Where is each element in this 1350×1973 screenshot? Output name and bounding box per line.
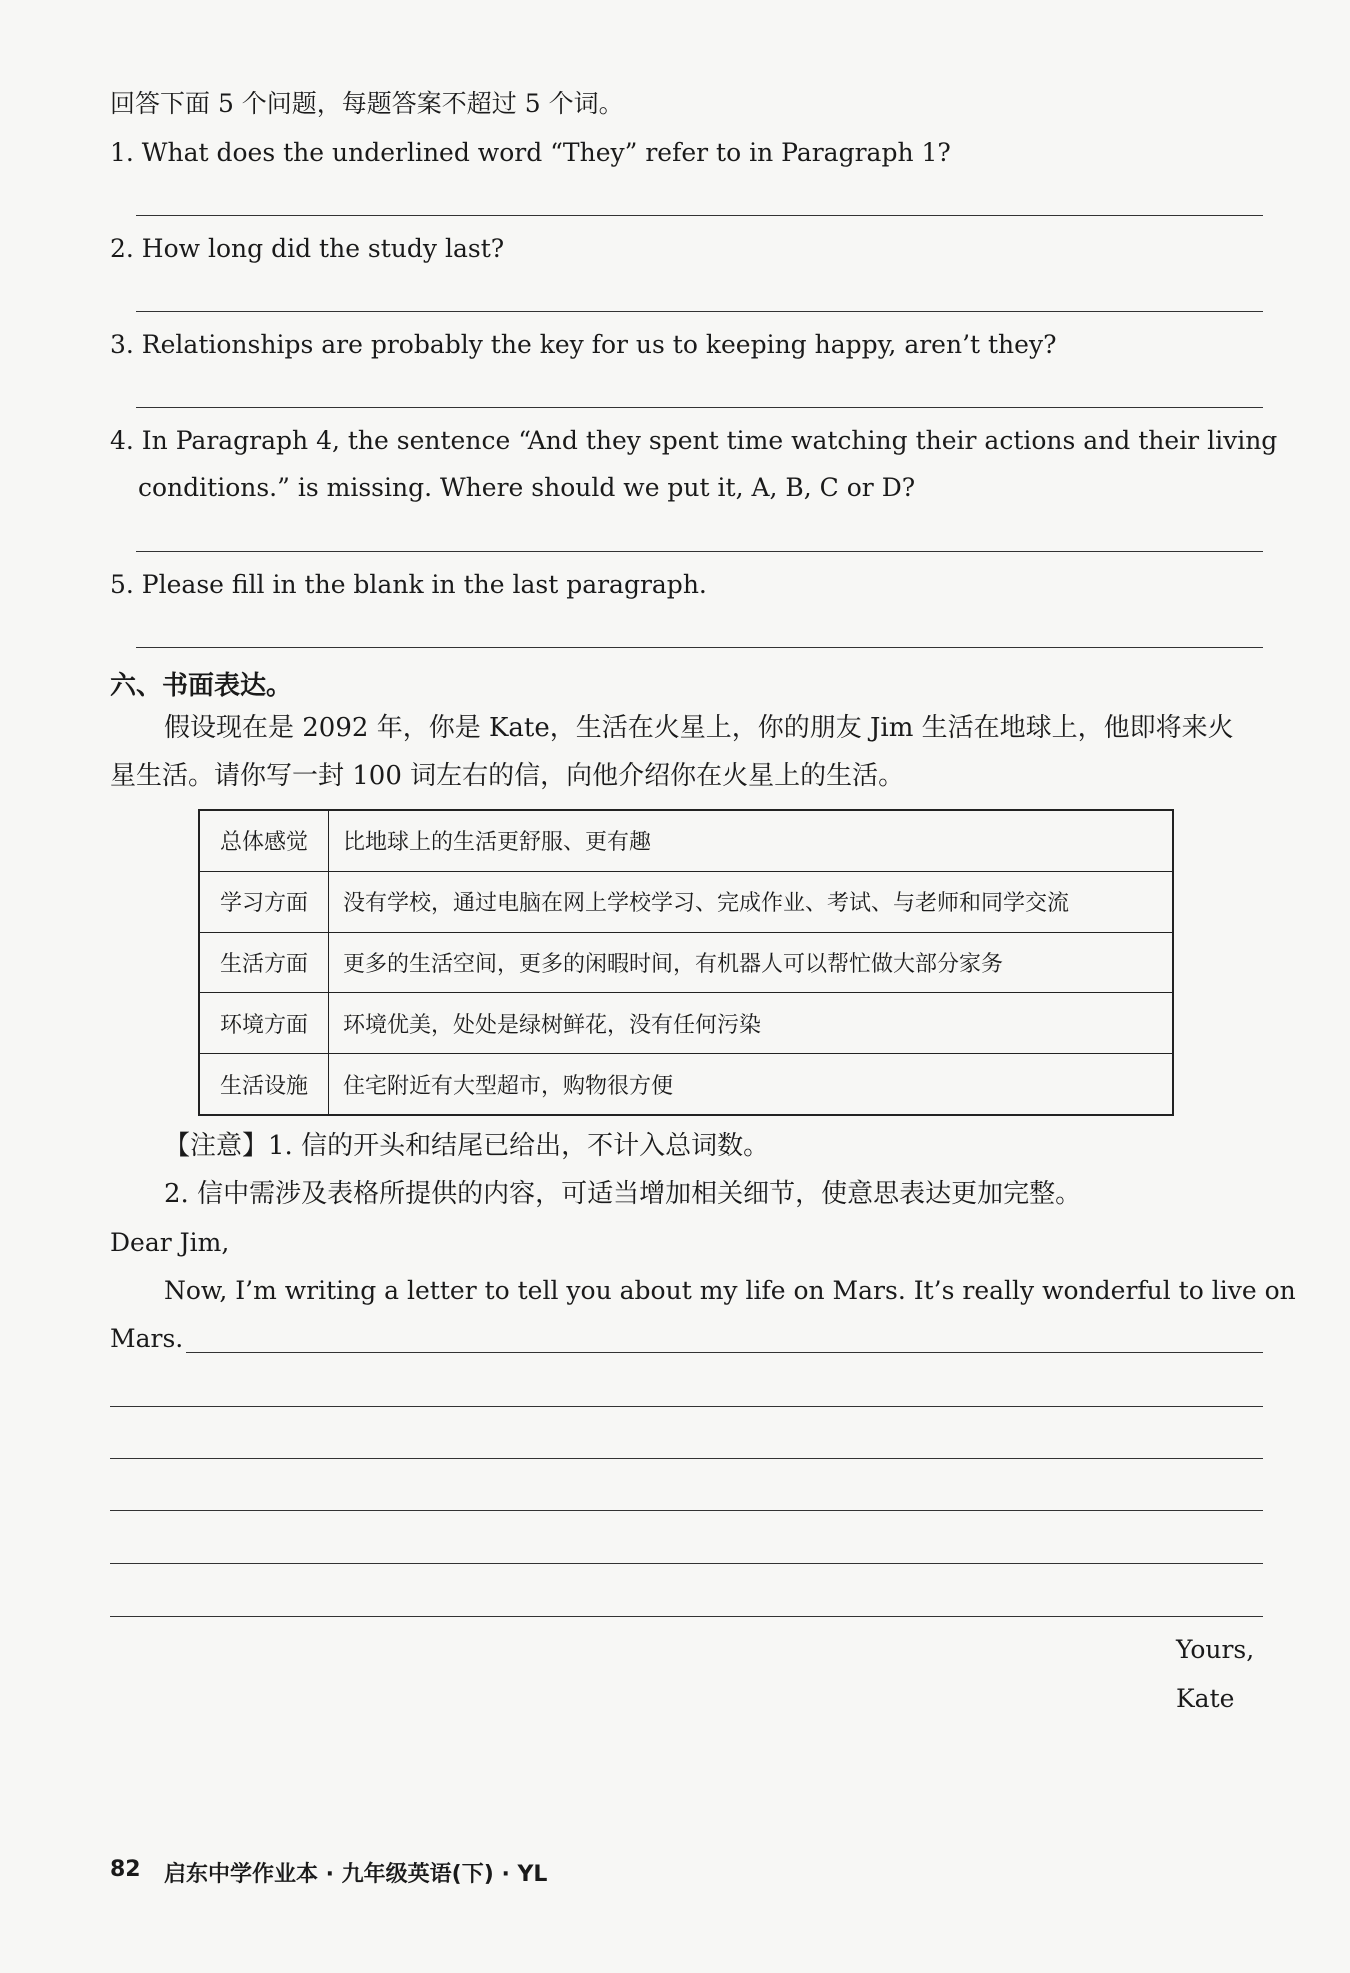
- answer-line-3[interactable]: [136, 407, 1263, 408]
- writing-content-table: [198, 809, 1174, 1116]
- writing-line-1[interactable]: [186, 1352, 1263, 1353]
- table-row: [199, 810, 1173, 871]
- table-row: [199, 932, 1173, 993]
- section-heading: 六、书面表达。: [110, 671, 293, 701]
- table-value: 环境优美，处处是绿树鲜花，没有任何污染: [329, 993, 1174, 1054]
- answer-line-4[interactable]: [136, 551, 1263, 552]
- table-key: 学习方面: [199, 871, 329, 932]
- writing-line-2[interactable]: [110, 1406, 1263, 1407]
- writing-prompt-line1: 假设现在是 2092 年，你是 Kate，生活在火星上，你的朋友 Jim 生活在地球上，他即将来火: [164, 713, 1234, 743]
- writing-line-5[interactable]: [110, 1563, 1263, 1564]
- table-row: [199, 1054, 1173, 1115]
- question-3: 3. Relationships are probably the key for us to keeping happy, aren’t they?: [110, 330, 1057, 359]
- question-2: 2. How long did the study last?: [110, 234, 505, 263]
- table-value: 比地球上的生活更舒服、更有趣: [329, 810, 1174, 871]
- table-key: 环境方面: [199, 993, 329, 1054]
- answer-line-2[interactable]: [136, 311, 1263, 312]
- table-row: [199, 993, 1173, 1054]
- answer-line-5[interactable]: [136, 647, 1263, 648]
- question-5: 5. Please fill in the blank in the last paragraph.: [110, 570, 707, 599]
- table-key: 总体感觉: [199, 810, 329, 871]
- question-1: 1. What does the underlined word “They” refer to in Paragraph 1?: [110, 138, 951, 167]
- letter-opening-line1: Now, I’m writing a letter to tell you about my life on Mars. It’s really wonderful to live on: [164, 1276, 1296, 1305]
- writing-line-6[interactable]: [110, 1616, 1263, 1617]
- letter-greeting: Dear Jim,: [110, 1228, 230, 1257]
- question-4: 4. In Paragraph 4, the sentence “And they spent time watching their actions and their living: [110, 426, 1278, 455]
- table-value: 住宅附近有大型超市，购物很方便: [329, 1054, 1174, 1115]
- instruction: 回答下面 5 个问题，每题答案不超过 5 个词。: [110, 89, 624, 118]
- note-1: 【注意】1. 信的开头和结尾已给出，不计入总词数。: [164, 1131, 770, 1161]
- page-number: 82: [110, 1857, 141, 1882]
- table-value: 没有学校，通过电脑在网上学校学习、完成作业、考试、与老师和同学交流: [329, 871, 1174, 932]
- note-2: 2. 信中需涉及表格所提供的内容，可适当增加相关细节，使意思表达更加完整。: [164, 1179, 1082, 1209]
- letter-signature: Kate: [1176, 1684, 1235, 1713]
- table-value: 更多的生活空间，更多的闲暇时间，有机器人可以帮忙做大部分家务: [329, 932, 1174, 993]
- letter-opening-line2: Mars.: [110, 1324, 184, 1353]
- answer-line-1[interactable]: [136, 215, 1263, 216]
- book-title: 启东中学作业本 · 九年级英语(下) · YL: [164, 1862, 548, 1887]
- table-row: [199, 871, 1173, 932]
- writing-prompt-line2: 星生活。请你写一封 100 词左右的信，向他介绍你在火星上的生活。: [110, 761, 905, 791]
- question-4-continued: conditions.” is missing. Where should we put it, A, B, C or D?: [138, 473, 916, 502]
- table-key: 生活方面: [199, 932, 329, 993]
- writing-line-4[interactable]: [110, 1510, 1263, 1511]
- letter-closing: Yours,: [1176, 1635, 1255, 1664]
- writing-line-3[interactable]: [110, 1458, 1263, 1459]
- table-key: 生活设施: [199, 1054, 329, 1115]
